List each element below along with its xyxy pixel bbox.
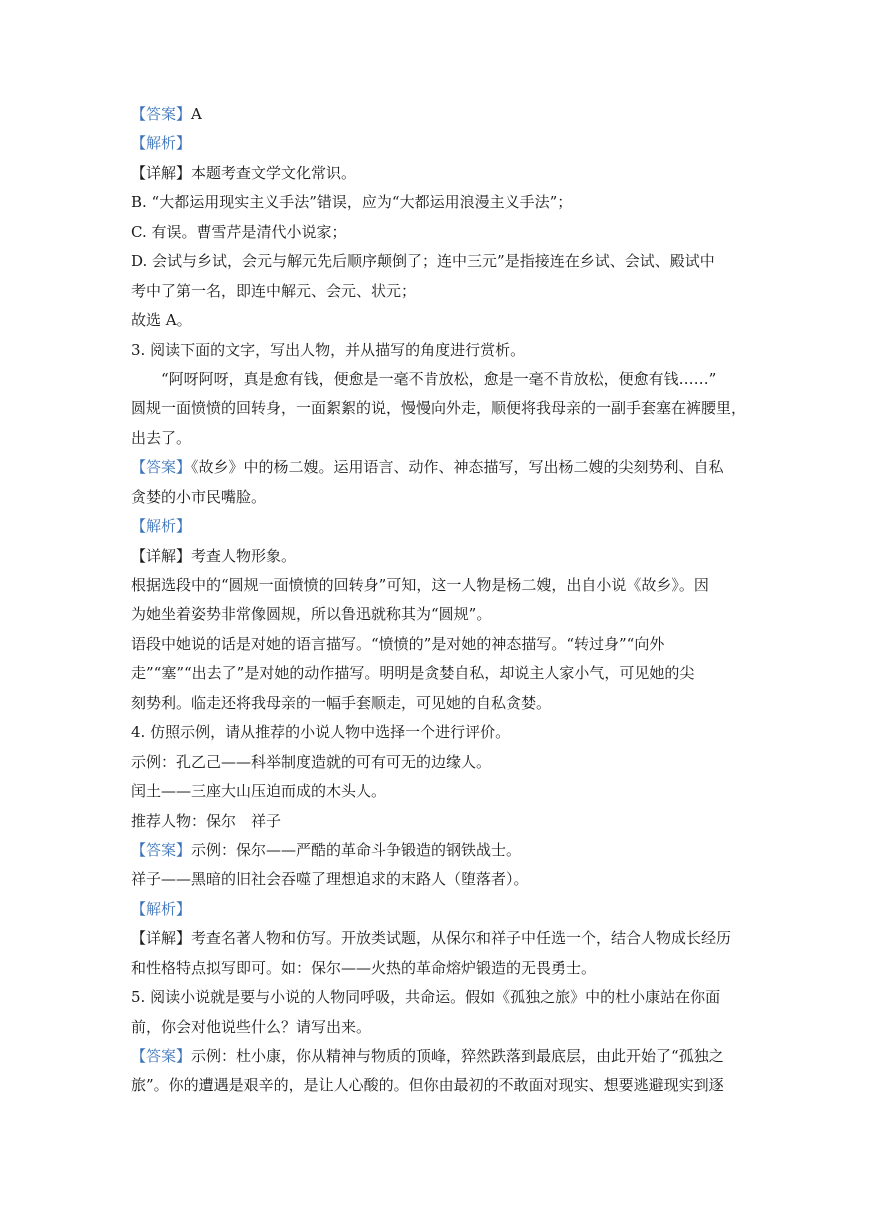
text-line: 贪婪的小市民嘴脸。: [131, 487, 267, 506]
text-line: 考中了第一名，即连中解元、会元、状元；: [131, 281, 417, 300]
text-line: 和性格特点拟写即可。如：保尔——火热的革命熔炉锻造的无畏勇士。: [131, 958, 597, 977]
text-line: 闰土——三座大山压迫而成的木头人。: [131, 782, 387, 801]
analysis-tag: 【解析】: [131, 517, 192, 536]
text-line: 前，你会对他说些什么？请写出来。: [131, 1017, 372, 1036]
text-line: 示例：孔乙己——科举制度造就的可有可无的边缘人。: [131, 752, 492, 771]
quote-line: “阿呀阿呀，真是愈有钱，便愈是一毫不肯放松，愈是一毫不肯放松，便愈有钱……”: [161, 369, 717, 388]
question-line: 3. 阅读下面的文字，写出人物，并从描写的角度进行赏析。: [131, 340, 526, 359]
text-line: 刻势利。临走还将我母亲的一幅手套顺走，可见她的自私贪婪。: [131, 693, 552, 712]
document-page: [131, 100, 747, 1101]
text-line: 【答案】示例：保尔——严酷的革命斗争锻造的钢铁战士。: [131, 840, 522, 859]
text-line: 旅”。你的遭遇是艰辛的，是让人心酸的。但你由最初的不敢面对现实、想要逃避现实到逐: [131, 1076, 724, 1095]
text-line: [131, 895, 741, 924]
question-line: 4. 仿照示例，请从推荐的小说人物中选择一个进行评价。: [131, 723, 511, 742]
answer-tag: 【答案】: [131, 458, 192, 477]
text-line: 故选 A。: [131, 311, 192, 330]
text-line: 出去了。: [131, 428, 192, 447]
answer-tag: 【答案】: [131, 105, 192, 123]
text-line: [131, 512, 741, 541]
answer-tag: 【答案】: [131, 840, 192, 859]
text-line: 【详解】本题考查文学文化常识。: [131, 163, 357, 182]
text-line: 【详解】考查名著人物和仿写。开放类试题，从保尔和祥子中任选一个，结合人物成长经历: [131, 929, 732, 948]
text-line: 语段中她说的话是对她的语言描写。“愤愤的”是对她的神态描写。“转过身”“向外: [131, 634, 665, 653]
text-line: 【详解】考查人物形象。: [131, 546, 297, 565]
text-line: C. 有误。曹雪芹是清代小说家；: [131, 222, 347, 241]
text-line: 祥子——黑暗的旧社会吞噬了理想追求的末路人（堕落者）。: [131, 870, 529, 889]
question-line: 5. 阅读小说就是要与小说的人物同呼吸，共命运。假如《孤独之旅》中的杜小康站在你面: [131, 988, 721, 1007]
answer-tag: 【答案】: [131, 1047, 192, 1065]
text-line: 为她坐着姿势非常像圆规，所以鲁迅就称其为“圆规”。: [131, 605, 492, 624]
text-line: 推荐人物：保尔 祥子: [131, 811, 282, 830]
text-line: 根据选段中的“圆规一面愤愤的回转身”可知，这一人物是杨二嫂，出自小说《故乡》。因: [131, 576, 709, 594]
text-line: 走”“塞”“出去了”是对她的动作描写。明明是贪婪自私，却说主人家小气，可见她的尖: [131, 664, 695, 683]
text-line: 【答案】《故乡》中的杨二嫂。运用语言、动作、神态描写，写出杨二嫂的尖刻势利、自私: [131, 458, 724, 477]
text-line: 【答案】示例：杜小康，你从精神与物质的顶峰，猝然跌落到最底层，由此开始了“孤独之: [131, 1047, 724, 1065]
analysis-tag: 【解析】: [131, 899, 192, 918]
text-line: 【答案】A: [131, 105, 202, 123]
analysis-tag: 【解析】: [131, 134, 192, 153]
text-line: B. “大都运用现实主义手法”错误，应为“大都运用浪漫主义手法”；: [131, 193, 573, 212]
text-line: 圆规一面愤愤的回转身，一面絮絮的说，慢慢向外走，顺便将我母亲的一副手套塞在裤腰里，: [131, 399, 747, 418]
text-line: D. 会试与乡试，会元与解元先后顺序颠倒了；连中三元”是指接连在乡试、会试、殿试中: [131, 252, 715, 271]
text-line: [131, 129, 741, 158]
